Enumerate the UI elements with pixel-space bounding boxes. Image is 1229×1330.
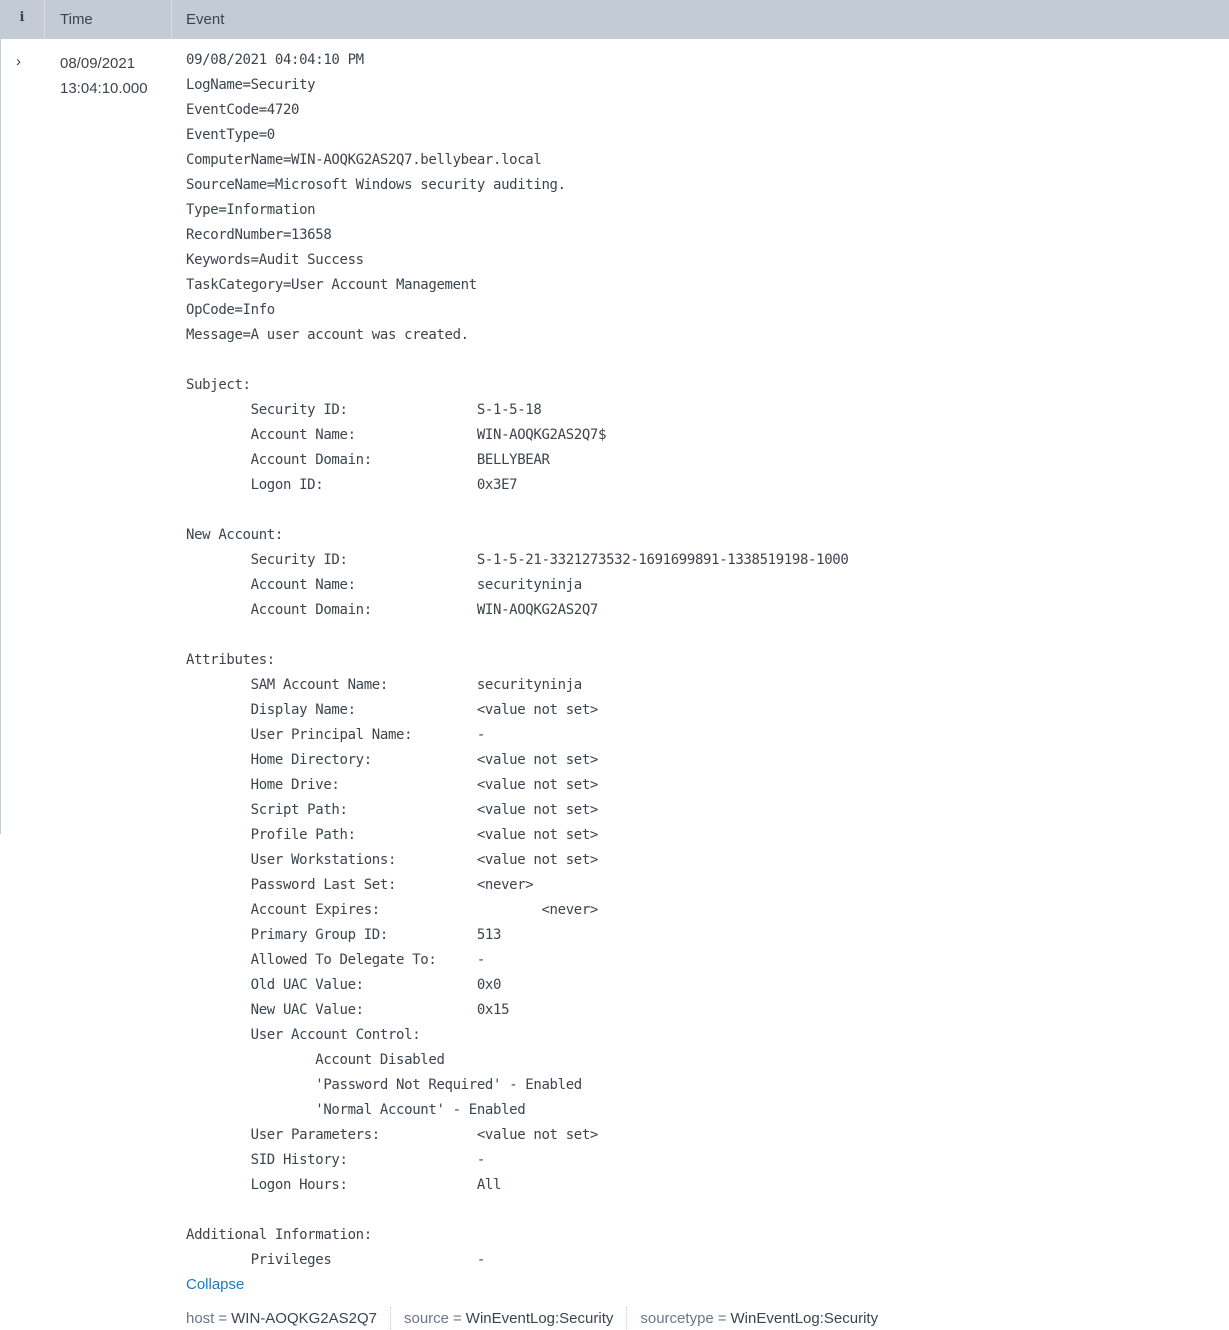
field-source[interactable]: source = WinEventLog:Security (404, 1309, 614, 1327)
field-value[interactable]: WinEventLog:Security (465, 1309, 614, 1327)
field-key: sourcetype (640, 1309, 714, 1327)
field-value[interactable]: WIN-AOQKG2AS2Q7 (231, 1309, 377, 1327)
event-date: 08/09/2021 (60, 55, 136, 72)
field-divider (390, 1307, 391, 1329)
field-value[interactable]: WinEventLog:Security (730, 1309, 879, 1327)
event-time-cell (60, 51, 148, 101)
row-left-border (0, 39, 1, 834)
field-sourcetype[interactable]: sourcetype = WinEventLog:Security (640, 1309, 879, 1327)
column-divider (44, 0, 45, 39)
collapse-link[interactable]: Collapse (186, 1276, 245, 1293)
field-key: source (404, 1309, 450, 1327)
time-column-header[interactable]: Time (60, 11, 93, 28)
event-clock: 13:04:10.000 (60, 80, 148, 97)
event-field-list (186, 1307, 878, 1329)
field-host[interactable]: host = WIN-AOQKG2AS2Q7 (186, 1309, 377, 1327)
results-table-header (0, 0, 1229, 39)
event-raw-text: 09/08/2021 04:04:10 PM LogName=Security EventCode=4720 EventType=0 ComputerName=WIN-AOQKG2AS2Q7.bellybear.local SourceName=Microsoft Windows security auditing. Type=Information RecordNumber=13658 Keywords=Audit Success TaskCategory=User Account Management OpCode=Info Message=A user account was created. Subject: Security ID: S-1-5-18 Account Name: WIN-AOQKG2AS2Q7$ Account Domain: BELLYBEAR Logon ID: 0x3E7 New Account: Security ID: S-1-5-21-3321273532-1691699891-1338519198-1000 Account Name: securityninja Account Domain: WIN-AOQKG2AS2Q7 Attributes: SAM Account Name: securityninja Display Name: <value not set> User Principal Name: - Home Directory: <value not set> Home Drive: <value not set> Script Path: <value not set> Profile Path: <value not set> User Workstations: <value not set> Password Last Set: <never> Account Expires: <never> Primary Group ID: 513 Allowed To Delegate To: - Old UAC Value: 0x0 New UAC Value: 0x15 User Account Control: Account Disabled 'Password Not Required' - Enabled 'Normal Account' - Enabled User Parameters: <value not set> SID History: - Logon Hours: All Additional Information: Privileges - (186, 52, 849, 1268)
column-divider (171, 0, 172, 39)
field-key: host (186, 1309, 215, 1327)
chevron-right-icon[interactable]: › (16, 53, 21, 70)
field-divider (626, 1307, 627, 1329)
event-column-header: Event (186, 11, 225, 28)
info-icon[interactable]: i (19, 10, 25, 25)
